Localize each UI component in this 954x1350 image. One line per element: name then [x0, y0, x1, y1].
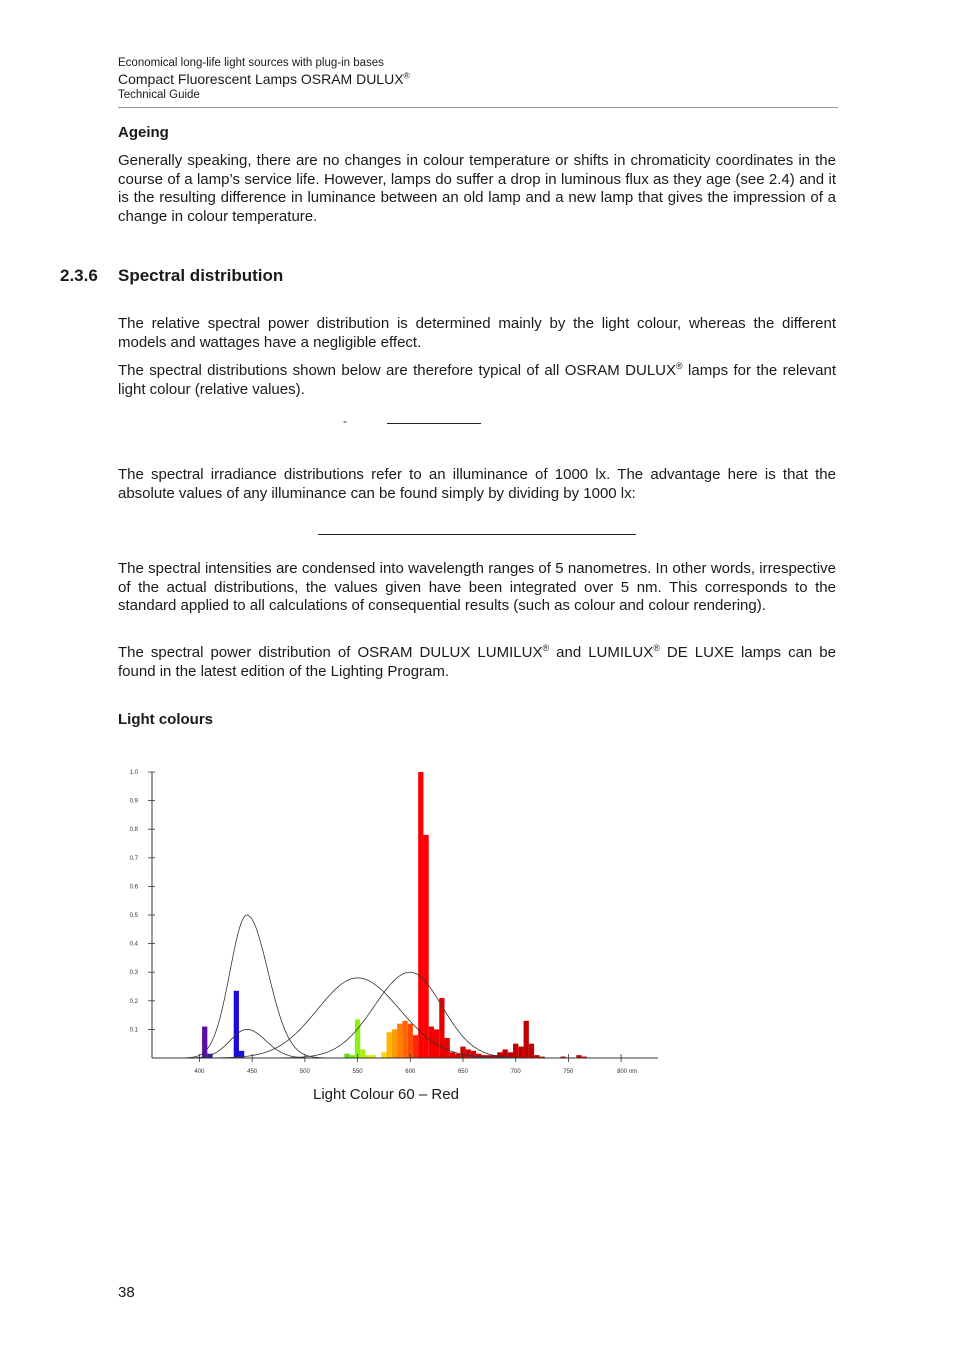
spectral-bar-590nm	[397, 1024, 402, 1058]
paragraph-lumilux	[118, 644, 836, 681]
header-product	[118, 70, 838, 88]
p5-text-a: The spectral power distribution of OSRAM DULUX LUMILUX	[118, 644, 543, 661]
spectral-bar-635nm	[445, 1038, 450, 1058]
header-guide: Technical Guide	[118, 89, 200, 101]
spectral-bar-540nm	[344, 1054, 349, 1058]
spectral-bar-555nm	[360, 1049, 365, 1058]
x-tick-label-500: 500	[299, 1069, 310, 1075]
paragraph-irradiance: The spectral irradiance distributions refer to an illuminance of 1000 lx. The advantage here is that the absolute values of any illuminance can be found simply by dividing by 1000 lx:	[118, 466, 836, 502]
paragraph-intensities: The spectral intensities are condensed into wavelength ranges of 5 nanometres. In other words, irrespective of the actual distributions, the values given have been integrated over 5 nm. This corresponds to the standard applied to all calculations of consequential results (such as colour and colour rendering).	[118, 560, 836, 615]
spectral-bar-575nm	[381, 1052, 386, 1058]
spectral-bar-435nm	[234, 991, 239, 1058]
y-tick-label-1.0: 1.0	[129, 770, 138, 776]
spectral-bar-550nm	[355, 1019, 360, 1058]
spectral-bar-605nm	[413, 1035, 418, 1058]
section-title: Spectral distribution	[118, 266, 284, 285]
spectral-bar-585nm	[392, 1029, 397, 1058]
page-header	[118, 56, 838, 102]
light-colours-heading: Light colours	[118, 711, 213, 728]
y-tick-label-0.6: 0.6	[129, 884, 138, 891]
x-tick-label-750: 750	[563, 1069, 574, 1075]
p5-registered-mark-1: ®	[542, 643, 550, 653]
y-tick-label-0.2: 0.2	[129, 998, 138, 1005]
spectral-bar-665nm	[476, 1054, 481, 1058]
paragraph-relative-distribution: The relative spectral power distribution is determined mainly by the light colour, whereas the different models and wattages have a negligible effect.	[118, 315, 836, 351]
x-tick-label-450: 450	[247, 1069, 258, 1075]
x-tick-label-800: 800 nm	[617, 1069, 638, 1075]
spectral-bar-705nm	[518, 1047, 523, 1058]
spectral-bar-600nm	[408, 1024, 413, 1058]
x-tick-label-650: 650	[457, 1069, 468, 1075]
spectral-bar-615nm	[423, 835, 428, 1058]
spectral-bar-710nm	[524, 1021, 529, 1058]
y-tick-label-0.3: 0.3	[129, 970, 138, 977]
spectral-bar-640nm	[450, 1052, 455, 1058]
spectral-bar-580nm	[387, 1032, 392, 1058]
header-product-text: Compact Fluorescent Lamps OSRAM DULUX	[118, 71, 404, 87]
x-tick-label-700: 700	[510, 1069, 521, 1075]
spectral-bar-610nm	[418, 772, 423, 1058]
y-tick-label-0.8: 0.8	[129, 827, 138, 834]
spectral-bar-685nm	[497, 1052, 502, 1058]
paragraph-typical-distribution	[118, 362, 836, 399]
p5-text-c: DE LUXE lamps can be found in the latest edition of the Lighting Program.	[118, 644, 836, 680]
spectral-bar-630nm	[439, 998, 444, 1058]
p2-text-b: lamps for the relevant light colour (relative values).	[118, 362, 837, 398]
p5-registered-mark-2: ®	[653, 643, 660, 653]
y-tick-label-0.5: 0.5	[129, 913, 138, 919]
spectral-bar-595nm	[402, 1021, 407, 1058]
header-registered-mark: ®	[403, 70, 410, 81]
p2-text-a: The spectral distributions shown below are therefore typical of all OSRAM DULUX	[118, 362, 677, 379]
spectral-bar-655nm	[466, 1049, 471, 1058]
spectral-bar-625nm	[434, 1029, 439, 1058]
spectral-bar-660nm	[471, 1051, 476, 1058]
x-tick-label-600: 600	[405, 1069, 416, 1075]
ageing-heading: Ageing	[118, 124, 169, 141]
header-rule	[118, 107, 838, 108]
y-tick-label-0.4: 0.4	[129, 941, 138, 948]
x-tick-label-550: 550	[352, 1069, 363, 1075]
formula-dash: -	[343, 414, 347, 428]
y-tick-label-0.9: 0.9	[129, 798, 138, 805]
section-number: 2.3.6	[60, 266, 98, 285]
header-series: Economical long-life light sources with plug-in bases	[118, 57, 384, 69]
y-tick-label-0.7: 0.7	[129, 855, 138, 862]
p2-registered-mark: ®	[676, 361, 683, 371]
p5-text-b: and LUMILUX	[549, 644, 654, 661]
spectral-chart	[118, 760, 678, 1080]
ageing-paragraph: Generally speaking, there are no changes in colour temperature or shifts in chromaticity coordinates in the course of a lamp’s service life. However, lamps do suffer a drop in luminous flux as they age (see 2.4) and it is the resulting difference in luminance between an old lamp and a new lamp that gives the impression of a change in colour temperature.	[118, 152, 836, 226]
page-number: 38	[118, 1284, 135, 1301]
y-tick-label-0.1: 0.1	[129, 1027, 138, 1034]
formula-fraction-line-2	[318, 534, 636, 535]
spectral-bar-715nm	[529, 1044, 534, 1058]
x-tick-label-400: 400	[194, 1069, 205, 1075]
spectral-bar-645nm	[455, 1054, 460, 1058]
chart-caption: Light Colour 60 – Red	[313, 1086, 459, 1103]
formula-fraction-line	[387, 423, 481, 424]
